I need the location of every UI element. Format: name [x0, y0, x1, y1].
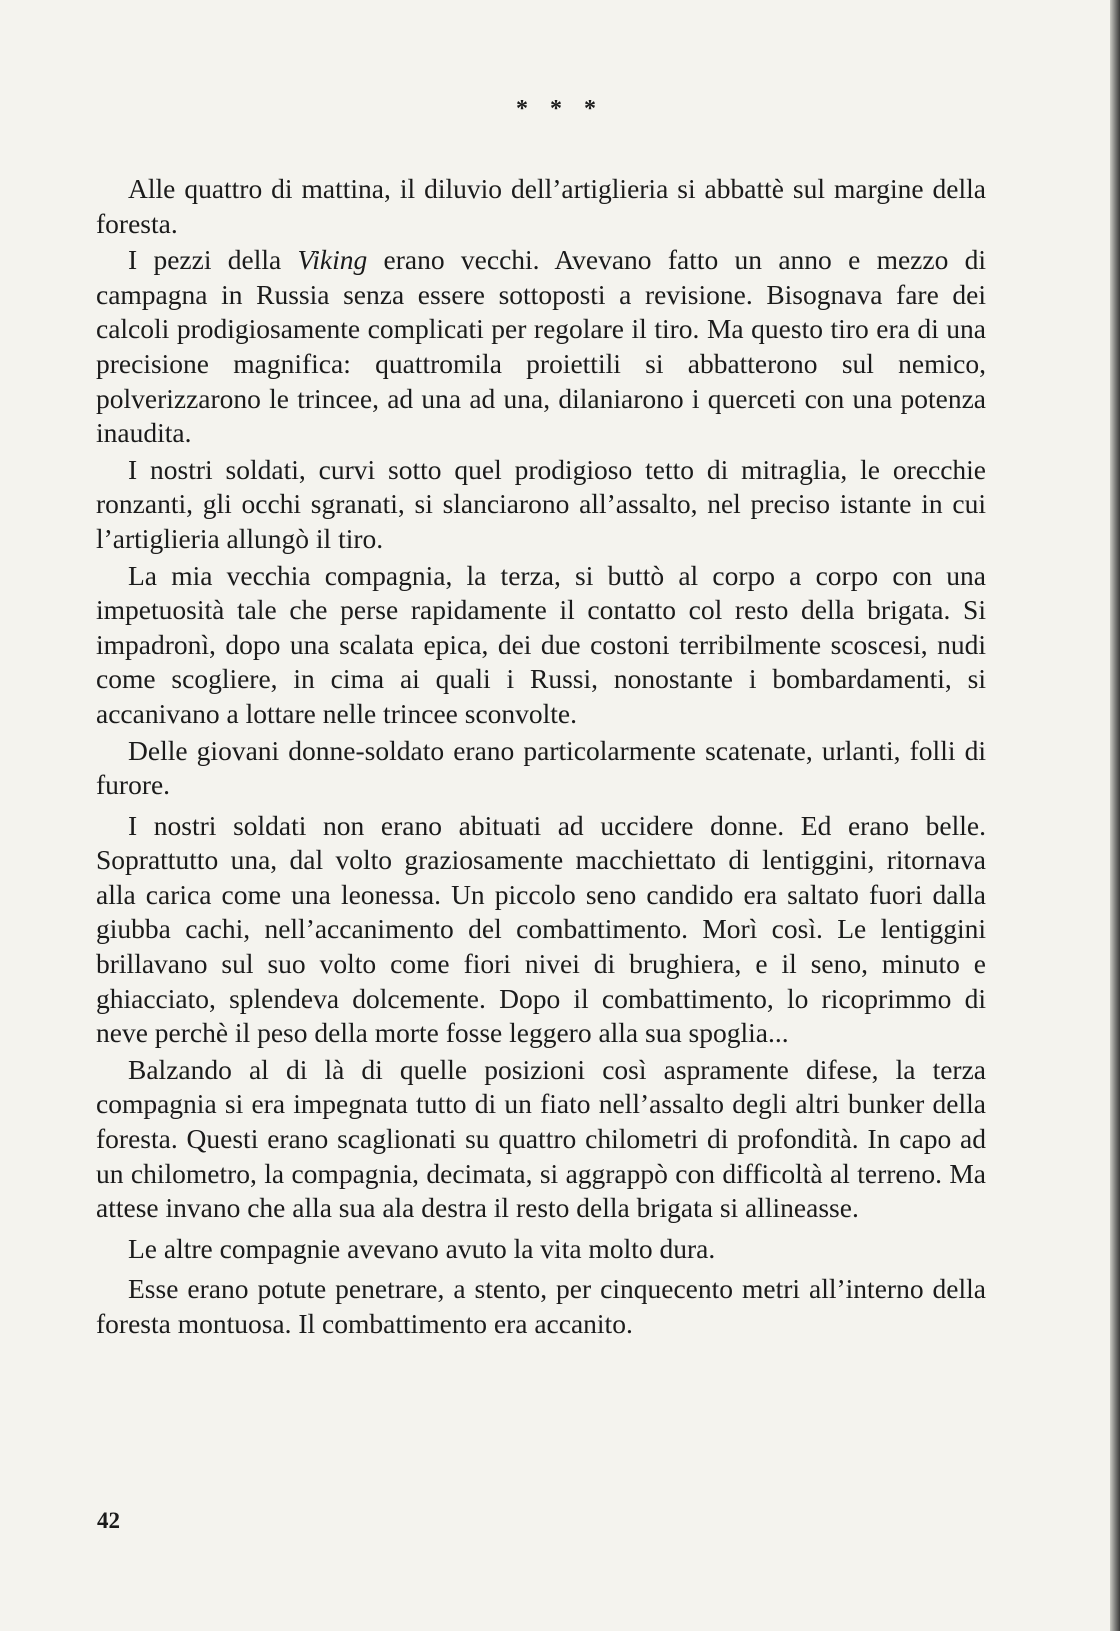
paragraph-1: Alle quattro di mattina, il diluvio dell’artiglieria si abbattè sul margine della foresta.	[96, 173, 986, 239]
paragraph-4: La mia vecchia compagnia, la terza, si buttò al corpo a corpo con una impetuosità tale che perse rapidamente il contatto col resto della brigata. Si impadronì, dopo una scalata epica, dei due costoni terribilmente scoscesi, nudi come scogliere, in cima ai quali i Russi, nonostante i bombardamenti, si accanivano a lottare nelle trincee sconvolte.	[96, 559, 986, 729]
paragraph-5: Delle giovani donne-soldato erano particolarmente scatenate, urlanti, folli di furore.	[96, 734, 986, 801]
italic-name: Viking	[297, 244, 368, 276]
paragraph-7: Balzando al di là di quelle posizioni così aspramente difese, la terza compagnia si era impegnata tutto di un fiato nell’assalto degli altri bunker della foresta. Questi erano scaglionati su quattro chilometri di profondità. In capo ad un chilometro, la compagnia, decimata, si aggrappò con difficoltà al terreno. Ma attese invano che alla sua ala destra il resto della brigata si allineasse.	[96, 1053, 986, 1224]
section-separator: * * *	[516, 96, 604, 122]
paragraph-8: Le altre compagnie avevano avuto la vita molto dura.	[128, 1232, 716, 1264]
paragraph-9: Esse erano potute penetrare, a stento, per cinquecento metri all’interno della foresta montuosa. Il combattimento era accanito.	[96, 1273, 986, 1339]
body-text	[96, 172, 986, 1344]
paragraph-3: I nostri soldati, curvi sotto quel prodigioso tetto di mitraglia, le orecchie ronzanti, gli occhi sgranati, si slanciarono all’assalto, nel preciso istante in cui l’artiglieria allungò il tiro.	[96, 453, 986, 554]
page-edge-shadow	[1110, 0, 1120, 1631]
paragraph-2: I pezzi della Viking erano vecchi. Avevano fatto un anno e mezzo di campagna in Russia senza essere sottoposti a revisione. Bisognava fare dei calcoli prodigiosamente complicati per regolare il tiro. Ma questo tiro era di una precisione magnifica: quattromila proiettili si abbatterono sul nemico, polverizzarono le trincee, ad una ad una, dilaniarono i querceti con una potenza inaudita.	[96, 244, 987, 449]
page-number: 42	[97, 1508, 120, 1533]
paragraph-6: I nostri soldati non erano abituati ad uccidere donne. Ed erano belle. Soprattutto una, dal volto graziosamente macchiettato di lentiggini, ritornava alla carica come una leonessa. Un piccolo seno candido era saltato fuori dalla giubba cachi, nell’accanimento del combattimento. Morì così. Le lentiggini brillavano sul suo volto come fiori nivei di brughiera, e il seno, minuto e ghiacciato, splendeva dolcemente. Dopo il combattimento, lo ricoprimmo di neve perchè il peso della morte fosse leggero alla sua spoglia...	[96, 809, 986, 1049]
